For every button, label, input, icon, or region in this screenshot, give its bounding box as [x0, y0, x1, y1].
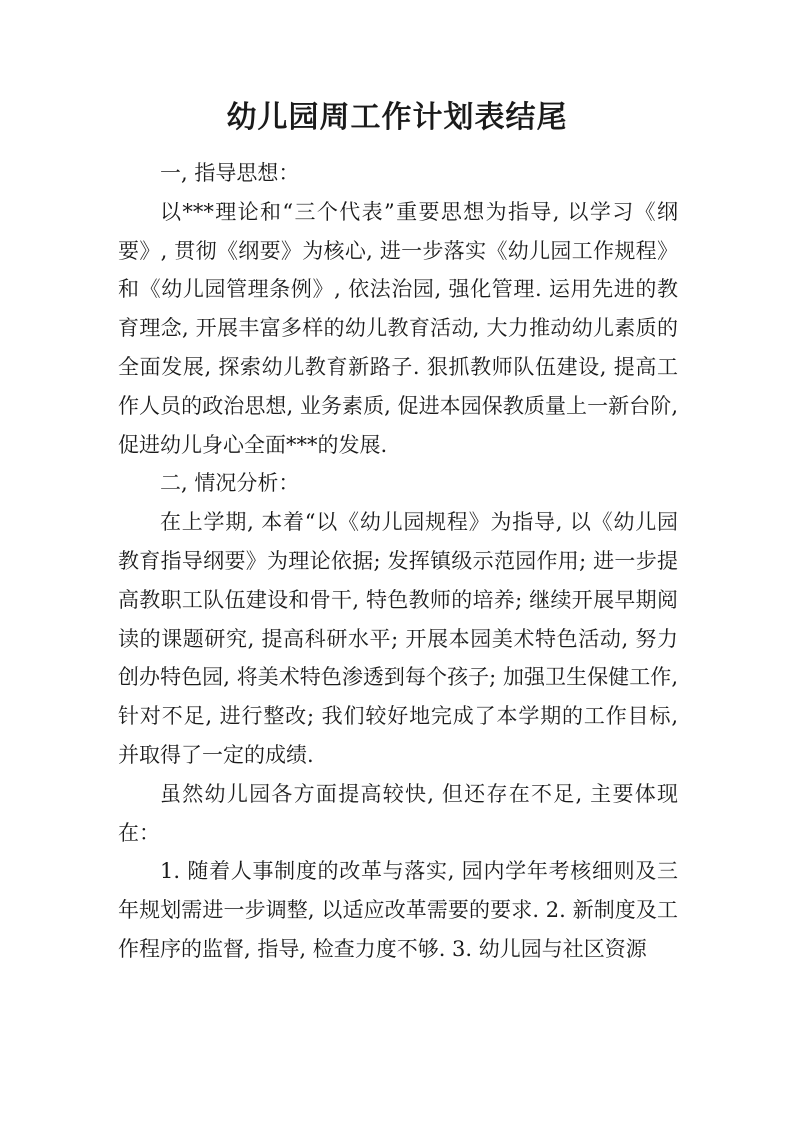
document-title: 幼儿园周工作计划表结尾	[226, 100, 568, 135]
paragraph-shortcomings-list: 1. 随着人事制度的改革与落实, 园内学年考核细则及三年规划需进一步调整, 以适应改革需要的要求. 2. 新制度及工作程序的监督, 指导, 检查力度不够. 3. 幼儿园与社区资源	[118, 859, 678, 961]
paragraph-situation-analysis: 在上学期, 本着“以《幼儿园规程》为指导, 以《幼儿园教育指导纲要》为理论依据; 发挥镇级示范园作用; 进一步提高教职工队伍建设和骨干, 特色教师的培养; 继续开展早期阅读的课题研究, 提高科研水平; 开展本园美术特色活动, 努力创办特色园, 将美术特色渗透到每个孩子; 加强卫生保健工作, 针对不足, 进行整改; 我们较好地完成了本学期的工作目标, 并取得了一定的成绩.	[118, 510, 678, 767]
section-heading-situation-analysis: 二, 情况分析：	[160, 471, 300, 496]
paragraph-shortcomings-intro: 虽然幼儿园各方面提高较快, 但还存在不足, 主要体现在：	[118, 781, 678, 845]
paragraph-guiding-thought: 以***理论和“三个代表”重要思想为指导, 以学习《纲要》, 贯彻《纲要》为核心, 进一步落实《幼儿园工作规程》和《幼儿园管理条例》, 依法治园, 强化管理. 运用先进的教育理念, 开展丰富多样的幼儿教育活动, 大力推动幼儿素质的全面发展, 探索幼儿教育新路子. 狠抓教师队伍建设, 提高工作人员的政治思想, 业务素质, 促进本园保教质量上一新台阶, 促进幼儿身心全面***的发展.	[118, 199, 678, 457]
document-body	[118, 154, 678, 969]
section-heading-guiding-thought: 一, 指导思想：	[160, 161, 300, 185]
